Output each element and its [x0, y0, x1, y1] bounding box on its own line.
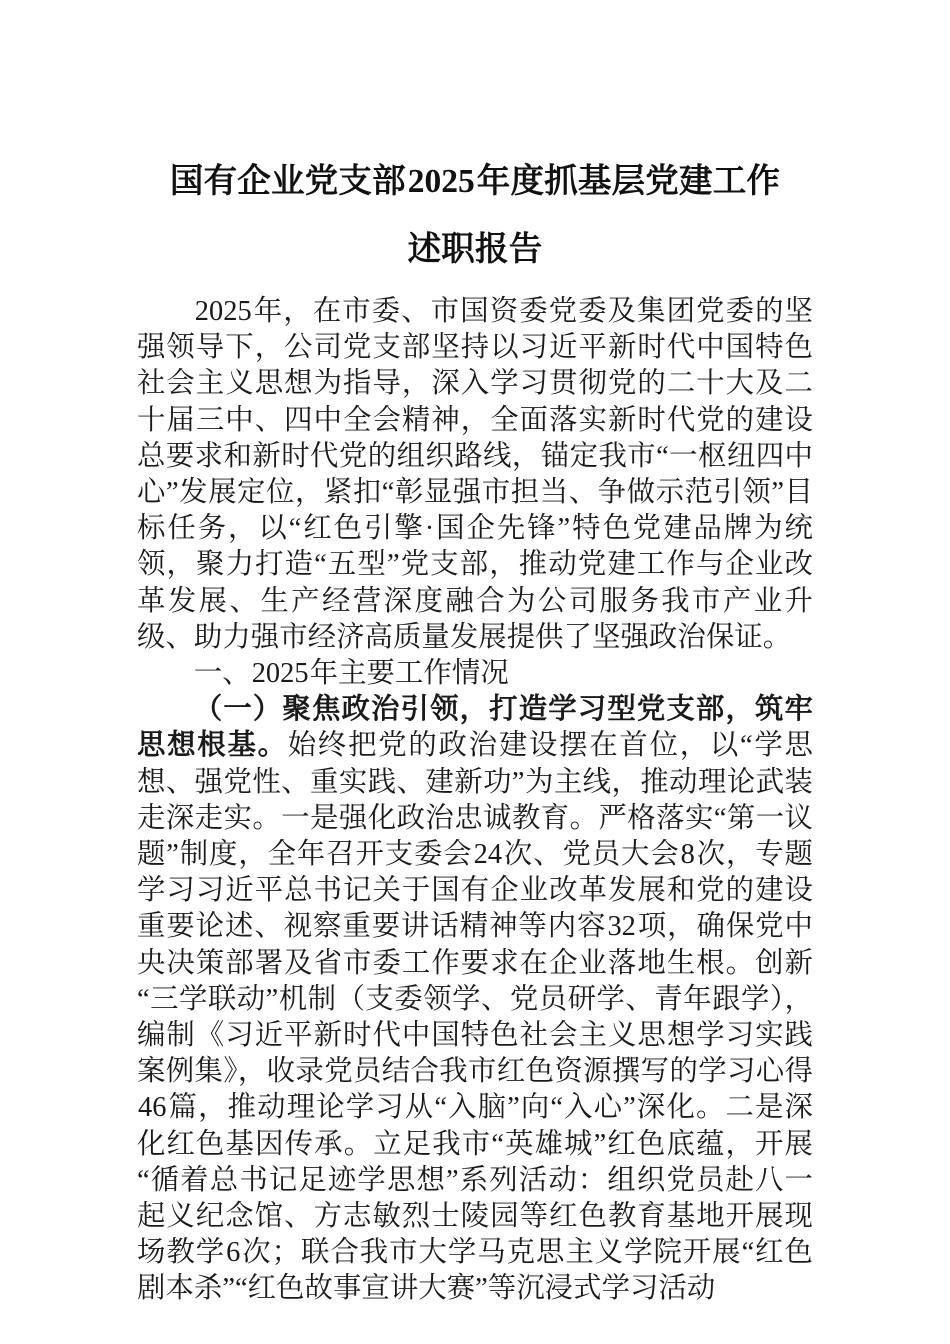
- text-run-number: 8: [680, 839, 695, 871]
- text-run-number: 6: [226, 1237, 241, 1269]
- text-run-number: 2025: [194, 296, 252, 327]
- document-content: [137, 148, 813, 1308]
- paragraph-section-1-1: [137, 692, 813, 1307]
- text-run-bold: （一）聚焦政治引领，打造学习型党支部，筑牢思想根基。: [137, 694, 813, 762]
- title-line-2: 述职报告: [407, 231, 543, 268]
- title-suffix: 年度抓基层党建工作: [476, 163, 781, 200]
- text-run-number: 46: [138, 1092, 167, 1124]
- paragraph-intro: [137, 294, 813, 656]
- text-run-normal: 始终把党的政治建设摆在首位，以“学思想、强党性、重实践、建新功”为主线，推动理论武装走深走实。一是强化政治忠诚教育。严格落实“第一议题”制度，全年召开支委会: [137, 730, 813, 871]
- text-run-normal: 次、党员大会: [503, 839, 680, 871]
- text-run-normal: 篇，推动理论学习从“入脑”向“入心”深化。二是深化红色基因传承。立足我市“英雄城”红色底蕴，开展“循着总书记足迹学思想”系列活动：组织党员赴八一起义纪念馆、方志敏烈士陵园等红色教育基地开展现场教学: [137, 1092, 813, 1269]
- document-body: [137, 294, 813, 1308]
- paragraph-heading-1: [137, 656, 813, 692]
- text-run-normal: 年，在市委、市国资委党委及集团党委的坚强领导下，公司党支部坚持以习近平新时代中国特色社会主义思想为指导，深入学习贯彻党的二十大及二十届三中、四中全会精神，全面落实新时代党的建设总要求和新时代党的组织路线，锚定我市“一枢纽四中心”发展定位，紧扣“彰显强市担当、争做示范引领”目标任务，以“红色引擎·国企先锋”特色党建品牌为统领，聚力打造“五型”党支部，推动党建工作与企业改革发展、生产经营深度融合为公司服务我市产业升级、助力强市经济高质量发展提供了坚强政治保证。: [137, 296, 813, 653]
- text-run-number: 24: [473, 839, 503, 871]
- text-run-number: 2025: [251, 658, 309, 690]
- text-run-normal: 一、: [193, 658, 251, 690]
- text-run-normal: 项，确保党中央决策部署及省市委工作要求在企业落地生根。创新“三学联动”机制（支委领学、党员研学、青年跟学），编制《习近平新时代中国特色社会主义思想学习实践案例集》，收录党员结合我市红色资源撰写的学习心得: [137, 911, 813, 1088]
- title-prefix: 国有企业党支部: [169, 163, 406, 200]
- text-run-normal: 次，专题学习习近平总书记关于国有企业改革发展和党的建设重要论述、视察重要讲话精神等内容: [137, 839, 813, 943]
- text-run-number: 32: [607, 911, 636, 943]
- text-run-normal: 次；联合我市大学马克思主义学院开展“红色剧本杀”“红色故事宣讲大赛”等沉浸式学习活动: [137, 1237, 813, 1305]
- text-run-normal: 年主要工作情况: [309, 658, 509, 690]
- title-line-1: [137, 148, 813, 216]
- title-year: 2025: [407, 163, 475, 200]
- page-title: [137, 148, 813, 284]
